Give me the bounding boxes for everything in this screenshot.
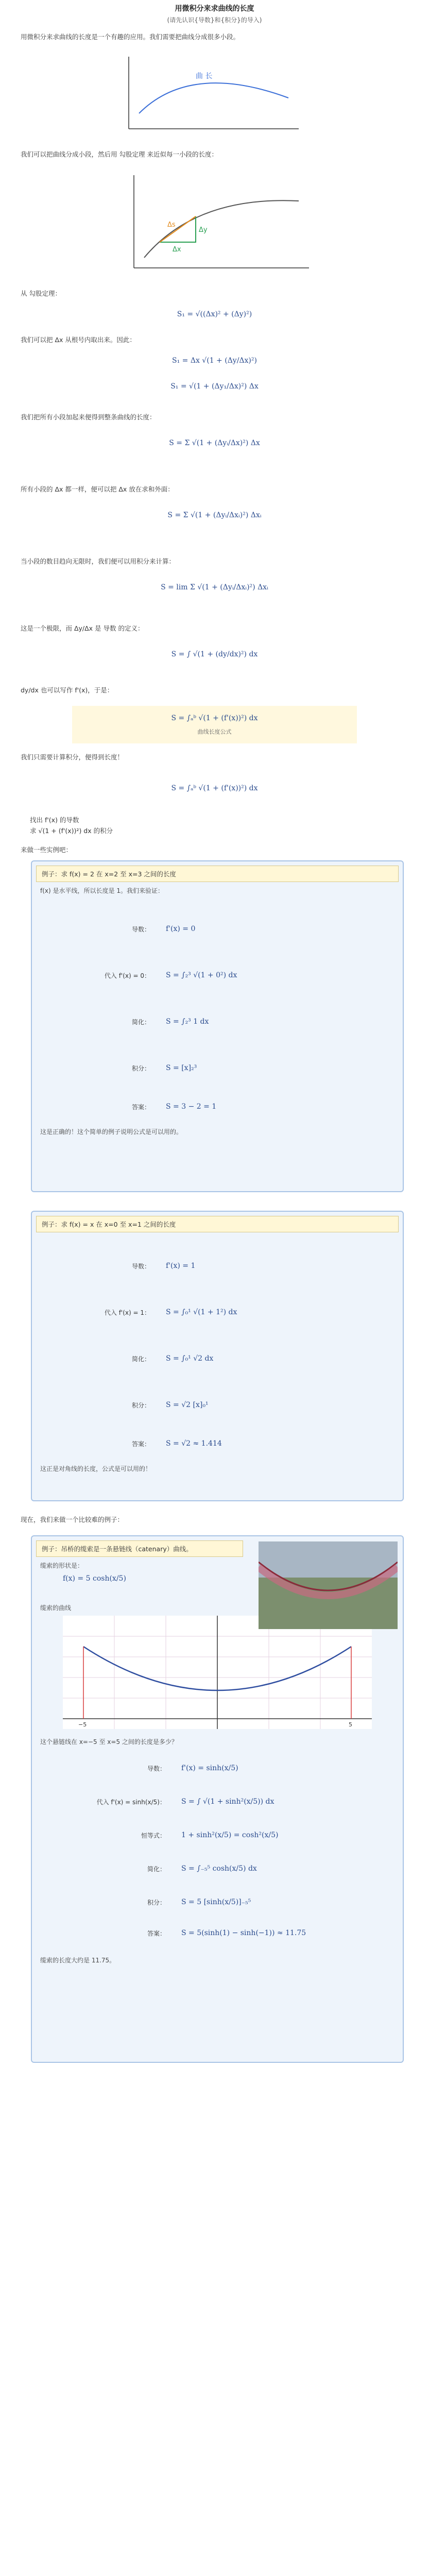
dx-label: Δx (173, 246, 181, 253)
ex3-row-5 (53, 1918, 403, 1948)
ex2-row-4 (53, 1428, 403, 1459)
ex1-row-4 (53, 1091, 403, 1122)
ex3-label-5: 答案： (147, 1929, 166, 1937)
tick-right: 5 (349, 1721, 352, 1728)
curve (139, 83, 288, 113)
segment-graph (118, 170, 314, 278)
example-3-rows (53, 1753, 403, 1948)
ex2-eq-0: f'(x) = 1 (166, 1262, 196, 1270)
ex2-eq-1: S = ∫₀¹ √(1 + 1²) dx (166, 1308, 237, 1316)
ex3-row-4 (53, 1887, 403, 1918)
ex2-row-1 (53, 1289, 403, 1335)
ex2-eq-2: S = ∫₀¹ √2 dx (166, 1354, 214, 1363)
bridge-photo (259, 1541, 398, 1629)
catenary-graph (63, 1616, 372, 1729)
curve-label: 曲 长 (196, 72, 213, 80)
ex1-row-1 (53, 952, 403, 998)
ex1-eq-3: S = [x]₂³ (166, 1064, 197, 1072)
ex3-label-0: 导数： (147, 1765, 166, 1772)
eq2: S₁ = Δx √(1 + (Δy/Δx)²) (172, 357, 257, 365)
ex3-eq-3: S = ∫₋₅⁵ cosh(x/5) dx (181, 1865, 257, 1873)
example-3-shape: f(x) = 5 cosh(x/5) (63, 1574, 126, 1583)
ex3-row-0 (53, 1753, 403, 1784)
ex1-row-2 (53, 998, 403, 1045)
section1 (21, 149, 408, 159)
bridge-text: 现在，我们来做一个比较难的例子： (21, 1516, 124, 1523)
dy-label: Δy (199, 226, 208, 234)
s1-p6: 这是一个极限，而 Δy/Δx 是 导数 的定义： (21, 624, 144, 632)
s1-p1: 我们可以把曲线分成小段，然后用 勾股定理 来近似每一小段的长度： (21, 150, 218, 158)
curve (144, 200, 299, 258)
s1-eqintro (21, 289, 408, 298)
ex1-label-3: 积分： (131, 1064, 150, 1072)
eq5: S = Σ √(1 + (Δyᵢ/Δxᵢ)²) Δxᵢ (167, 511, 262, 519)
example-3-graph-label: 缆索的曲线 (40, 1604, 72, 1612)
s1-p8: 我们只需要计算积分，便得到长度！ (21, 753, 124, 761)
delta-s-segment (160, 216, 196, 242)
ex1-eq-2: S = ∫₂³ 1 dx (166, 1018, 209, 1026)
ex2-row-0 (53, 1243, 403, 1289)
example-1-note: 这是正确的！这个简单的例子说明公式是可以用的。 (40, 1128, 183, 1136)
ex3-eq-1: S = ∫ √(1 + sinh²(x/5)) dx (181, 1798, 274, 1806)
summary-steps (21, 814, 408, 837)
example-3 (31, 1535, 404, 2063)
ex2-row-3 (53, 1382, 403, 1428)
ex1-row-0 (53, 906, 403, 952)
ex3-row-2 (53, 1820, 403, 1851)
example-1 (31, 860, 404, 1192)
ex3-label-4: 积分： (147, 1899, 166, 1906)
eq6: S = lim Σ √(1 + (Δyᵢ/Δxᵢ)²) Δxᵢ (161, 583, 268, 591)
ex2-eq-3: S = √2 [x]₀¹ (166, 1401, 209, 1409)
page-subtitle: (请先认识{导数}和{积分}的导入) (167, 16, 262, 24)
ds-label: Δs (167, 221, 176, 229)
lead-examples: 来做一些实例吧： (21, 846, 73, 854)
intro-text: 用微积分来求曲线的长度是一个有趣的应用。我们需要把曲线分成很多小段。 (21, 33, 240, 41)
ex3-row-1 (53, 1784, 403, 1820)
s1-p4: 所有小段的 Δx 都一样，便可以把 Δx 放在求和外面： (21, 485, 174, 493)
summary-eq: S = ∫ₐᵇ √(1 + (f'(x))²) dx (171, 784, 258, 792)
example-1-text: f(x) 是水平线，所以长度是 1。我们来验证： (40, 887, 164, 894)
ex3-label-1: 代入 f'(x) = sinh(x/5)： (96, 1798, 166, 1806)
formula-box (72, 706, 357, 743)
page-title: 用微积分来求曲线的长度 (175, 5, 254, 13)
ex3-eq-2: 1 + sinh²(x/5) = cosh²(x/5) (181, 1831, 279, 1839)
ex3-label-3: 简化： (147, 1865, 166, 1873)
s1-p3: 我们把所有小段加起来便得到整条曲线的长度： (21, 413, 156, 421)
eq3: S₁ = √(1 + (Δy₁/Δx)²) Δx (170, 382, 259, 391)
tick-left: −5 (78, 1721, 87, 1728)
ex1-row-3 (53, 1045, 403, 1091)
ex1-eq-4: S = 3 − 2 = 1 (166, 1103, 217, 1111)
s1-p5: 当小段的数目趋向无限时，我们便可以用积分来计算： (21, 557, 176, 565)
example-2-rows (53, 1243, 403, 1459)
example-2-head: 例子：求 f(x) = x 在 x=0 至 x=1 之间的长度 (36, 1216, 399, 1232)
eq4: S = Σ √(1 + (Δyᵢ/Δx)²) Δx (169, 439, 260, 447)
ex1-label-1: 代入 f'(x) = 0： (104, 972, 150, 979)
s1-eq-intro: 从 勾股定理： (21, 290, 61, 297)
eq1: S₁ = √((Δx)² + (Δy)²) (177, 310, 252, 318)
ex1-label-0: 导数： (131, 925, 150, 933)
summary-step-1: 找出 f'(x) 的导数 (30, 816, 79, 824)
eq8: S = ∫ₐᵇ √(1 + (f'(x))²) dx (171, 714, 258, 722)
ex2-label-0: 导数： (131, 1262, 150, 1270)
example-3-head: 例子：吊桥的缆索是一条悬链线（catenary）曲线。 (36, 1540, 243, 1557)
ex2-eq-4: S = √2 ≈ 1.414 (166, 1439, 222, 1448)
summary-step-2: 求 √(1 + (f'(x))²) dx 的积分 (30, 827, 113, 835)
ex2-label-2: 简化： (131, 1355, 150, 1363)
ex3-row-3 (53, 1851, 403, 1887)
ex3-eq-5: S = 5(sinh(1) − sinh(−1)) ≈ 11.75 (181, 1929, 306, 1937)
ex3-label-2: 恒等式： (141, 1832, 166, 1839)
ex1-label-4: 答案： (131, 1103, 150, 1111)
example-2 (31, 1211, 404, 1501)
intro-section (21, 32, 408, 42)
ex2-label-1: 代入 f'(x) = 1： (104, 1309, 150, 1316)
s1-p2: 我们可以把 Δx 从根号内取出来。因此： (21, 336, 136, 344)
eq7: S = ∫ √(1 + (dy/dx)²) dx (171, 650, 258, 658)
ex1-label-2: 简化： (131, 1018, 150, 1026)
ex3-eq-4: S = 5 [sinh(x/5)]₋₅⁵ (181, 1898, 251, 1906)
ex2-label-3: 积分： (131, 1401, 150, 1409)
example-3-sub: 缆索的形状是： (40, 1562, 84, 1569)
ex2-row-2 (53, 1335, 403, 1382)
intro-graph (118, 52, 304, 139)
example-2-note: 这正是对角线的长度，公式是可以用的！ (40, 1465, 152, 1472)
ex1-eq-1: S = ∫₂³ √(1 + 0²) dx (166, 971, 237, 979)
eq8-note: 曲线长度公式 (197, 728, 232, 735)
ex2-label-4: 答案： (131, 1440, 150, 1448)
example-1-head: 例子：求 f(x) = 2 在 x=2 至 x=3 之间的长度 (36, 866, 399, 882)
ex1-eq-0: f'(x) = 0 (166, 925, 196, 933)
example-3-note: 缆索的长度大约是 11.75。 (40, 1957, 116, 1964)
ex3-eq-0: f'(x) = sinh(x/5) (181, 1764, 238, 1772)
example-3-text-a: 这个悬链线在 x=−5 至 x=5 之间的长度是多少？ (40, 1738, 178, 1745)
example-1-rows (53, 906, 403, 1122)
s1-p7: dy/dx 也可以写作 f'(x)，于是： (21, 686, 114, 694)
